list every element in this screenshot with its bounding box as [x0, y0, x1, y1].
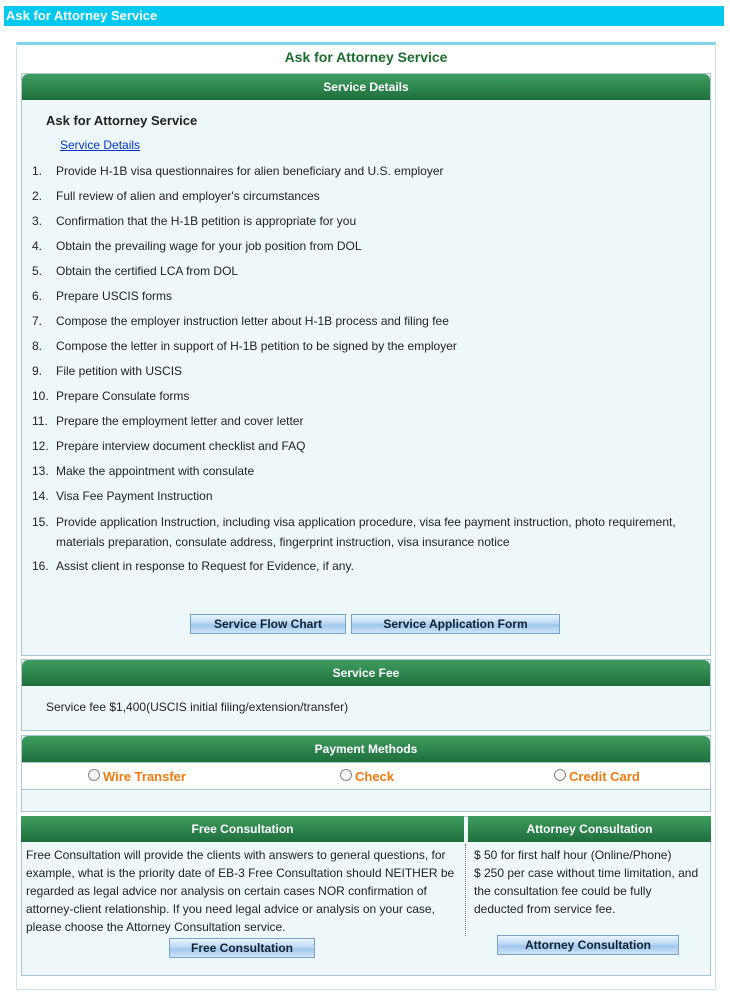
list-item: 12. Prepare interview document checklist and FAQ — [32, 439, 306, 453]
list-item: 14. Visa Fee Payment Instruction — [32, 489, 213, 503]
payment-option-check[interactable]: Check — [340, 769, 394, 784]
window-title-bar — [4, 6, 724, 26]
list-item: 10. Prepare Consulate forms — [32, 389, 190, 403]
list-item: 9. File petition with USCIS — [32, 364, 183, 378]
list-item: 16. Assist client in response to Request for Evidence, if any. — [32, 559, 354, 573]
step-text: Make the appointment with consulate — [56, 464, 255, 478]
service-fee-text: Service fee $1,400(USCIS initial filing/extension/transfer) — [46, 700, 349, 714]
service-details-link[interactable]: Service Details — [60, 138, 141, 152]
radio-icon[interactable] — [88, 769, 100, 781]
free-consultation-header: Free Consultation — [21, 816, 464, 842]
radio-icon[interactable] — [340, 769, 352, 781]
divider — [465, 844, 466, 936]
list-item: 2. Full review of alien and employer's circumstances — [32, 189, 320, 203]
payment-option-wire-transfer[interactable]: Wire Transfer — [88, 769, 186, 784]
step-text: Full review of alien and employer's circumstances — [56, 189, 320, 203]
window-title: Ask for Attorney Service — [6, 8, 158, 23]
page-title: Ask for Attorney Service — [284, 49, 448, 65]
service-fee-header: Service Fee — [22, 660, 710, 686]
list-item: 6. Prepare USCIS forms — [32, 289, 173, 303]
step-text: Prepare the employment letter and cover letter — [56, 414, 304, 428]
payment-methods-header: Payment Methods — [22, 736, 710, 762]
service-application-form-button[interactable]: Service Application Form — [351, 614, 560, 634]
step-text: Obtain the prevailing wage for your job position from DOL — [56, 239, 362, 253]
step-text: Prepare Consulate forms — [56, 389, 190, 403]
free-consultation-text: Free Consultation will provide the clients with answers to general questions, for example, what is the priority date of EB-3 Free Consultation should NEITHER be regarded as legal advice nor analysis on certain cases NOR confirmation of attorney-client relationship. If you need legal advice or analysis on your case, please choose the Attorney Consultation service. — [26, 848, 455, 934]
service-steps-list — [32, 162, 702, 582]
payment-option-credit-card[interactable]: Credit Card — [554, 769, 640, 784]
step-text: File petition with USCIS — [56, 364, 183, 378]
payment-options-row — [21, 762, 711, 790]
list-item: 13. Make the appointment with consulate — [32, 464, 255, 478]
list-item: 15. Provide application Instruction, including visa application procedure, visa fee payment instruction, photo requirement, materials preparation, consulate address, fingerprint instruction, visa insurance notice — [32, 515, 676, 549]
step-text: Visa Fee Payment Instruction — [56, 489, 213, 503]
list-item: 5. Obtain the certified LCA from DOL — [32, 264, 239, 278]
list-item: 7. Compose the employer instruction letter about H-1B process and filing fee — [32, 314, 449, 328]
service-details-header: Service Details — [22, 74, 710, 100]
list-item: 11. Prepare the employment letter and cover letter — [32, 414, 304, 428]
service-details-title: Ask for Attorney Service — [46, 113, 198, 128]
list-item: 8. Compose the letter in support of H-1B petition to be signed by the employer — [32, 339, 457, 353]
step-text: Compose the letter in support of H-1B petition to be signed by the employer — [56, 339, 457, 353]
attorney-consultation-header: Attorney Consultation — [468, 816, 711, 842]
step-text: Confirmation that the H-1B petition is appropriate for you — [56, 214, 357, 228]
attorney-consultation-button[interactable]: Attorney Consultation — [497, 935, 679, 955]
list-item: 1. Provide H-1B visa questionnaires for alien beneficiary and U.S. employer — [32, 164, 444, 178]
step-text: Assist client in response to Request for Evidence, if any. — [56, 559, 354, 573]
step-text: Provide application Instruction, including visa application procedure, visa fee payment instruction, photo requirement, materials preparation, consulate address, fingerprint instruction, visa insurance notice — [56, 515, 676, 549]
list-item: 4. Obtain the prevailing wage for your job position from DOL — [32, 239, 362, 253]
step-text: Provide H-1B visa questionnaires for alien beneficiary and U.S. employer — [56, 164, 444, 178]
attorney-consultation-price-2: $ 250 per case without time limitation, and the consultation fee could be fully deducted from service fee. — [474, 866, 699, 916]
step-text: Prepare interview document checklist and FAQ — [56, 439, 306, 453]
radio-icon[interactable] — [554, 769, 566, 781]
free-consultation-button[interactable]: Free Consultation — [169, 938, 315, 958]
step-text: Prepare USCIS forms — [56, 289, 173, 303]
step-text: Compose the employer instruction letter about H-1B process and filing fee — [56, 314, 449, 328]
list-item: 3. Confirmation that the H-1B petition is appropriate for you — [32, 214, 357, 228]
service-fee-panel — [21, 659, 711, 731]
attorney-consultation-price-1: $ 50 for first half hour (Online/Phone) — [474, 848, 672, 862]
service-flow-chart-button[interactable]: Service Flow Chart — [190, 614, 346, 634]
step-text: Obtain the certified LCA from DOL — [56, 264, 239, 278]
